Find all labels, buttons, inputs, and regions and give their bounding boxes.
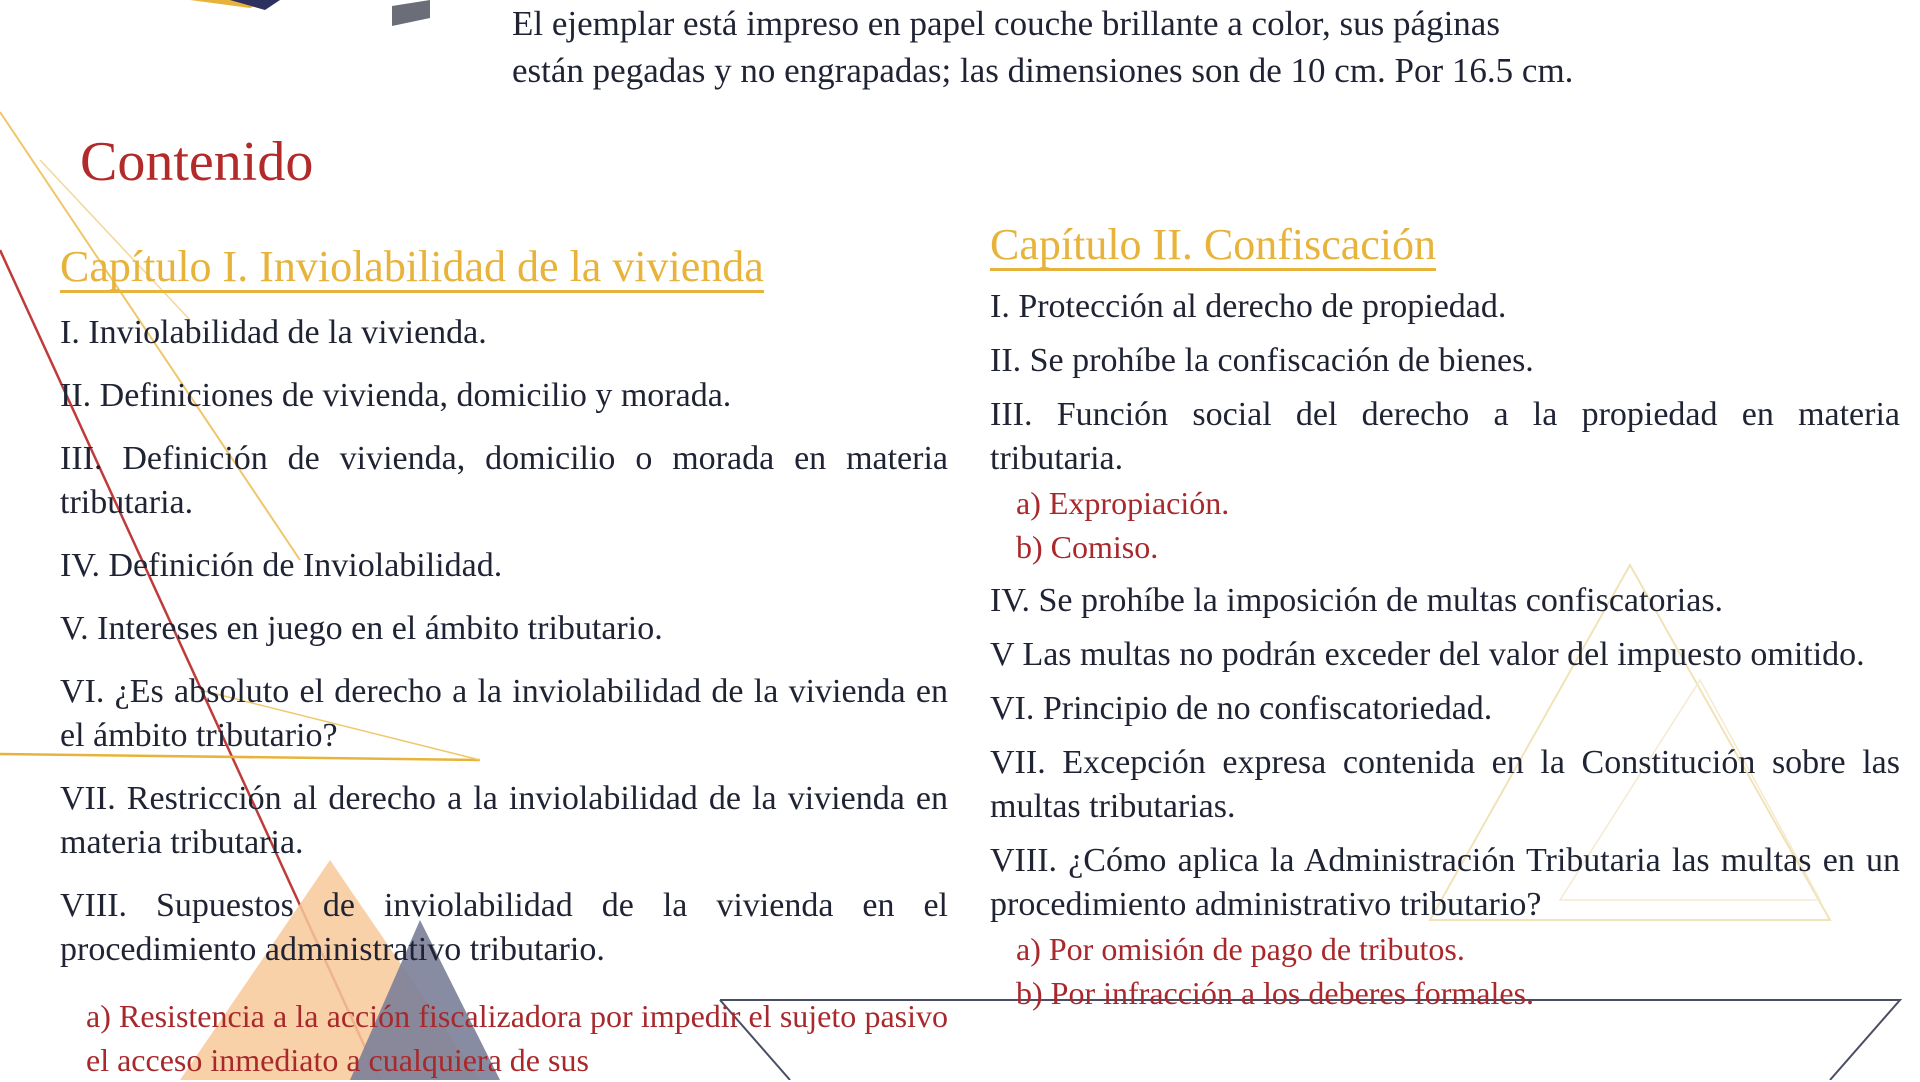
chapter-2-item-6: VI. Principio de no confiscatoriedad. (990, 690, 1493, 728)
chapter-1-column (60, 244, 948, 1082)
chapter-2-item-3: III. Función social del derecho a la propiedad en materia tributaria. (990, 396, 1900, 478)
chapter-2-subitem-b: b) Comiso. (1016, 529, 1159, 566)
chapter-2-subitem-viii-a: a) Por omisión de pago de tributos. (1016, 931, 1465, 968)
chapter-1-item-6: VI. ¿Es absoluto el derecho a la inviolabilidad de la vivienda en el ámbito tributario? (60, 673, 948, 755)
page-title: Contenido (80, 131, 314, 193)
chapter-2-subitem-a: a) Expropiación. (1016, 485, 1230, 522)
chapter-2-column (990, 222, 1900, 1015)
chapter-1-item-8: VIII. Supuestos de inviolabilidad de la vivienda en el procedimiento administrativo tributario. (60, 887, 948, 969)
chapter-2-item-7: VII. Excepción expresa contenida en la Constitución sobre las multas tributarias. (990, 744, 1900, 826)
chapter-1-item-4: IV. Definición de Inviolabilidad. (60, 547, 503, 585)
chapter-1-heading: Capítulo I. Inviolabilidad de la vivienda (60, 244, 764, 293)
intro-line-2: están pegadas y no engrapadas; las dimensiones son de 10 cm. Por 16.5 cm. (512, 51, 1574, 90)
shard-gray (392, 0, 430, 26)
chapter-2-item-2: II. Se prohíbe la confiscación de bienes. (990, 342, 1534, 380)
chapter-1-item-7: VII. Restricción al derecho a la inviolabilidad de la vivienda en materia tributaria. (60, 780, 948, 862)
chapter-2-subitem-viii-b: b) Por infracción a los deberes formales. (1016, 975, 1535, 1012)
chapter-1-item-3: III. Definición de vivienda, domicilio o morada en materia tributaria. (60, 440, 948, 522)
chapter-2-heading: Capítulo II. Confiscación (990, 222, 1436, 271)
chapter-1-subitem-a: a) Resistencia a la acción fiscalizadora por impedir el sujeto pasivo el acceso inmediato a cualquiera de sus (86, 998, 948, 1079)
chapter-2-item-1: I. Protección al derecho de propiedad. (990, 288, 1507, 326)
chapter-1-item-2: II. Definiciones de vivienda, domicilio y morada. (60, 377, 732, 415)
chapter-1-item-5: V. Intereses en juego en el ámbito tributario. (60, 610, 663, 648)
chapter-2-item-8: VIII. ¿Cómo aplica la Administración Tributaria las multas en un procedimiento administrativo tributario? (990, 842, 1900, 924)
chapter-2-item-5: V Las multas no podrán exceder del valor del impuesto omitido. (990, 636, 1865, 674)
chapter-1-item-1: I. Inviolabilidad de la vivienda. (60, 314, 487, 352)
chapter-2-item-4: IV. Se prohíbe la imposición de multas confiscatorias. (990, 582, 1724, 620)
intro-paragraph (512, 0, 1828, 94)
intro-line-1: El ejemplar está impreso en papel couche brillante a color, sus páginas (512, 4, 1500, 43)
